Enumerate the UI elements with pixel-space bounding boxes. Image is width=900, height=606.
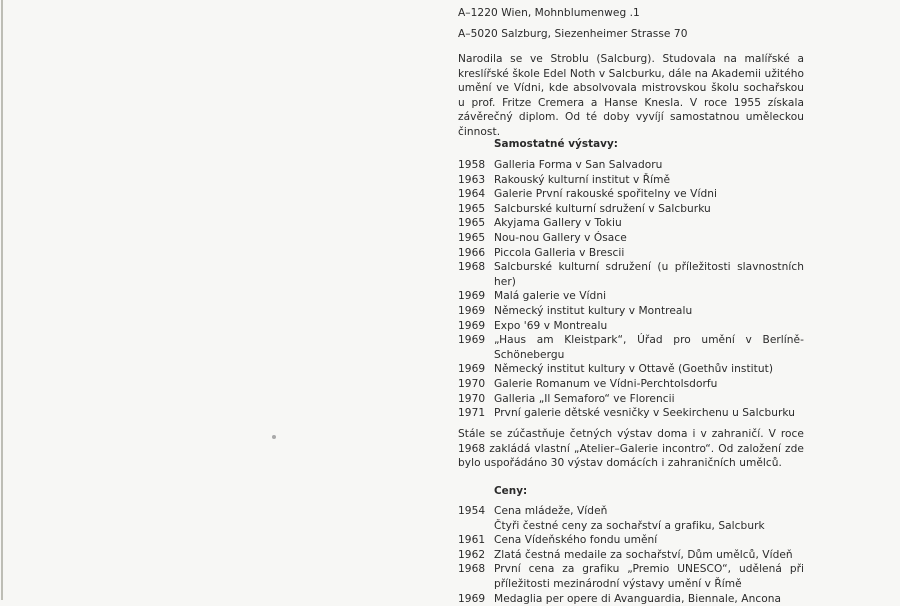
award-text: Zlatá čestná medaile za sochařství, Dům umělců, Vídeň (494, 548, 793, 561)
exhibition-text: Akyjama Gallery v Tokiu (494, 217, 622, 230)
exhibition-year: 1965 (458, 231, 486, 244)
exhibition-text: Galerie První rakouské spořitelny ve Vídni (494, 188, 717, 201)
exhibition-item (458, 260, 804, 289)
exhibition-text: Salcburské kulturní sdružení v Salcburku (494, 202, 711, 215)
exhibition-item (458, 202, 804, 217)
exhibition-item (458, 173, 804, 188)
exhibition-item (458, 319, 804, 334)
exhibition-year: 1965 (458, 217, 486, 230)
exhibition-text: „Haus am Kleistpark“, Úřad pro umění v Berlíně-Schönebergu (494, 334, 804, 361)
award-year: 1962 (458, 548, 486, 561)
award-year: 1954 (458, 505, 486, 517)
award-item (458, 592, 804, 606)
exhibition-item (458, 246, 804, 261)
exhibition-item (458, 187, 804, 202)
exhibition-year: 1970 (458, 377, 486, 390)
biography-paragraph: Narodila se ve Stroblu (Salcburg). Studovala na malířské a kreslířské škole Edel Noth v Salcburku, dále na Akademii užitého umění ve Vídni, kde absolvovala mistrovskou školu sochařskou u prof. Fritze Cremera a Hanse Knesla. V roce 1955 získala závěrečný diplom. Od té doby vyvíjí samostatnou uměleckou činnost. (458, 53, 804, 138)
exhibition-year: 1966 (458, 246, 486, 259)
exhibition-item (458, 216, 804, 231)
exhibition-text: Malá galerie ve Vídni (494, 290, 607, 303)
exhibition-year: 1958 (458, 159, 486, 171)
award-text: První cena za grafiku „Premio UNESCO“, udělená při příležitosti mezinárodní výstavy umění v Římě (494, 563, 804, 590)
exhibition-year: 1964 (458, 188, 486, 201)
paper-speck (272, 435, 276, 439)
award-text: Cena mládeže, Vídeň (494, 505, 608, 517)
exhibition-text: Galleria „Il Semaforo“ ve Florencii (494, 392, 675, 405)
exhibition-text: První galerie dětské vesničky v Seekirchenu u Salcburku (494, 407, 796, 420)
award-item (458, 562, 804, 591)
exhibition-year: 1969 (458, 334, 486, 347)
exhibitions-heading: Samostatné výstavy: (494, 138, 619, 150)
award-item (458, 533, 804, 548)
award-text: Čtyři čestné ceny za sochařství a grafiku, Salcburk (494, 519, 765, 532)
exhibition-text: Galleria Forma v San Salvadoru (494, 159, 663, 171)
page-binding-edge (1, 0, 3, 600)
exhibition-item (458, 377, 804, 392)
award-item (458, 504, 804, 519)
exhibition-text: Německý institut kultury v Ottavě (Goethův institut) (494, 363, 774, 376)
address-vienna: A–1220 Wien, Mohnblumenweg .1 (458, 7, 640, 19)
exhibition-year: 1965 (458, 202, 486, 215)
exhibition-item (458, 392, 804, 407)
awards-heading: Ceny: (494, 485, 528, 497)
exhibitions-note: Stále se zúčastňuje četných výstav doma i v zahraničí. V roce 1968 zakládá vlastní „Atelier–Galerie incontro“. Od založení zde bylo uspořádáno 30 výstav domácích i zahraničních umělců. (458, 428, 804, 470)
exhibition-year: 1969 (458, 319, 486, 332)
exhibition-text: Rakouský kulturní institut v Římě (494, 173, 671, 186)
exhibition-text: Nou-nou Gallery v Ósace (494, 231, 627, 244)
exhibition-year: 1971 (458, 407, 486, 420)
exhibition-item (458, 304, 804, 319)
address-salzburg: A–5020 Salzburg, Siezenheimer Strasse 70 (458, 28, 688, 40)
award-year (458, 519, 494, 534)
exhibition-item (458, 231, 804, 246)
exhibitions-list (458, 158, 804, 421)
exhibition-item (458, 158, 804, 173)
award-text: Medaglia per opere di Avanguardia, Biennale, Ancona (494, 592, 782, 605)
exhibition-year: 1969 (458, 290, 486, 303)
award-year: 1961 (458, 534, 486, 547)
exhibition-year: 1969 (458, 363, 486, 376)
exhibition-year: 1968 (458, 261, 486, 274)
award-text: Cena Vídeňského fondu umění (494, 534, 658, 547)
exhibition-text: Salcburské kulturní sdružení (u příležitosti slavnostních her) (494, 261, 804, 288)
exhibition-text: Piccola Galleria v Brescii (494, 246, 625, 259)
exhibition-year: 1970 (458, 392, 486, 405)
exhibition-text: Expo '69 v Montrealu (494, 319, 608, 332)
exhibition-year: 1969 (458, 304, 486, 317)
exhibition-text: Galerie Romanum ve Vídni-Perchtolsdorfu (494, 377, 718, 390)
exhibition-item (458, 406, 804, 421)
award-item (458, 548, 804, 563)
exhibition-item (458, 362, 804, 377)
exhibition-item (458, 333, 804, 362)
exhibition-year: 1963 (458, 173, 486, 186)
award-year: 1968 (458, 563, 486, 576)
awards-list (458, 504, 804, 606)
exhibition-item (458, 289, 804, 304)
exhibition-text: Německý institut kultury v Montrealu (494, 304, 693, 317)
award-item (458, 519, 804, 534)
award-year: 1969 (458, 592, 486, 605)
